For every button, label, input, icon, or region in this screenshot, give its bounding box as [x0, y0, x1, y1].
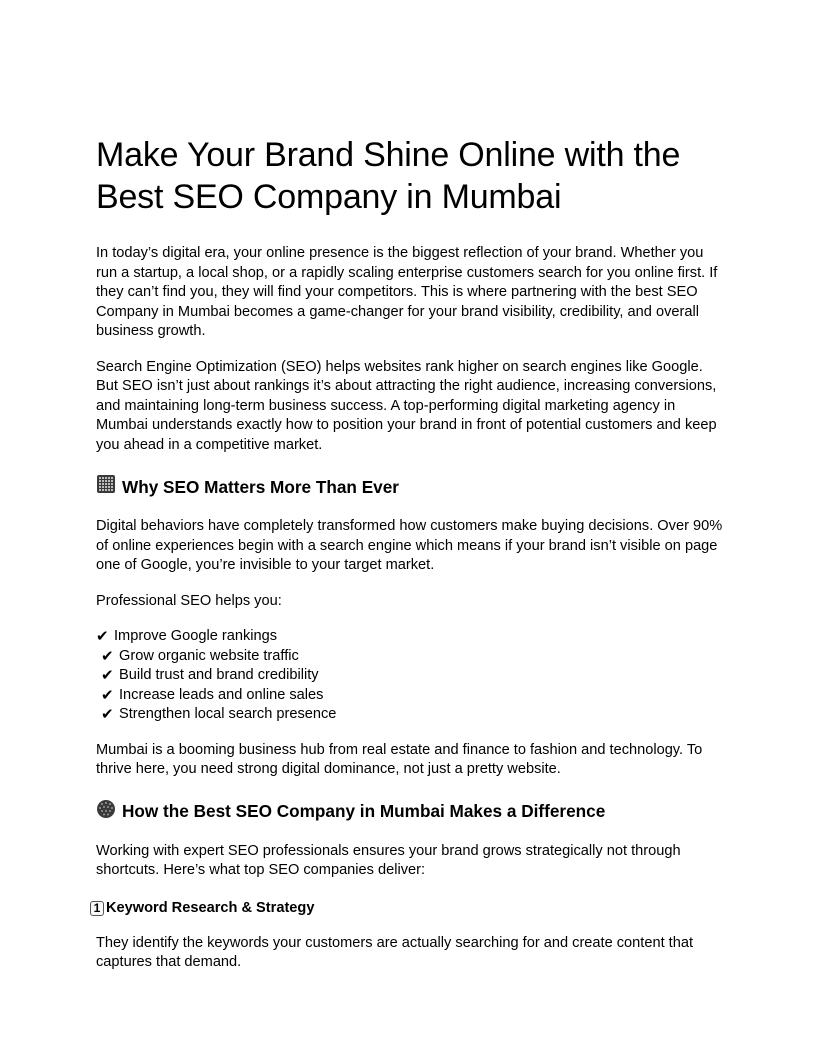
checkmark-icon: ✔ [101, 706, 114, 723]
section-heading-text: How the Best SEO Company in Mumbai Makes a Difference [122, 801, 606, 821]
checkmark-icon: ✔ [101, 686, 114, 704]
list-item: ✔ Grow organic website traffic [101, 647, 299, 665]
section1-closing: Mumbai is a booming business hub from real estate and finance to fashion and technology. To thrive here, you need strong digital dominance, not just a pretty website. [96, 741, 703, 777]
subheading-text: Keyword Research & Strategy [106, 899, 315, 916]
bar-chart-icon [96, 474, 116, 499]
checkmark-icon: ✔ [101, 667, 114, 684]
section1-paragraph: Digital behaviors have completely transformed how customers make buying decisions. Over 90% of online experiences begin with a search engine which means if your brand isn’t visible on page one of Google, you’re invisible to your target market. [96, 518, 723, 573]
intro-paragraph-2: Search Engine Optimization (SEO) helps websites rank higher on search engines like Google. But SEO isn’t just about rankings it’s about attracting the right audience, increasing conversions, and maintaining long-term business success. A top-performing digital marketing agency in Mumbai understands exactly how to position your brand in front of potential customers and keep you ahead in a competitive market. [96, 358, 717, 453]
section-heading-difference [96, 799, 724, 824]
list-item: ✔ Build trust and brand credibility [101, 667, 319, 684]
section-heading-why-seo [96, 474, 724, 499]
list-item: ✔ Strengthen local search presence [101, 706, 337, 723]
section2-paragraph: Working with expert SEO professionals ensures your brand grows strategically not through shortcuts. Here’s what top SEO companies deliver: [96, 842, 681, 878]
number-one-icon: 1 [90, 901, 104, 916]
page-title: Make Your Brand Shine Online with the Best SEO Company in Mumbai [96, 136, 681, 216]
checkmark-icon: ✔ [96, 628, 109, 645]
checkmark-icon: ✔ [101, 647, 114, 665]
benefits-list [96, 627, 724, 725]
list-item: ✔ Increase leads and online sales [101, 686, 324, 704]
document-page [93, 134, 724, 989]
intro-paragraph-1: In today’s digital era, your online presence is the biggest reflection of your brand. Whether you run a startup, a local shop, or a rapidly scaling enterprise customers search for you online first. If they can’t find you, they will find your competitors. This is where partnering with the best SEO Company in Mumbai becomes a game-changer for your brand visibility, credibility, and overall business growth. [96, 245, 718, 339]
sub1-paragraph: They identify the keywords your customers are actually searching for and create content that captures that demand. [96, 934, 694, 970]
section-heading-text: Why SEO Matters More Than Ever [122, 476, 399, 497]
globe-icon [96, 799, 116, 824]
list-intro: Professional SEO helps you: [96, 592, 282, 609]
subheading-keyword-research [90, 899, 724, 918]
list-item: ✔ Improve Google rankings [96, 628, 278, 645]
